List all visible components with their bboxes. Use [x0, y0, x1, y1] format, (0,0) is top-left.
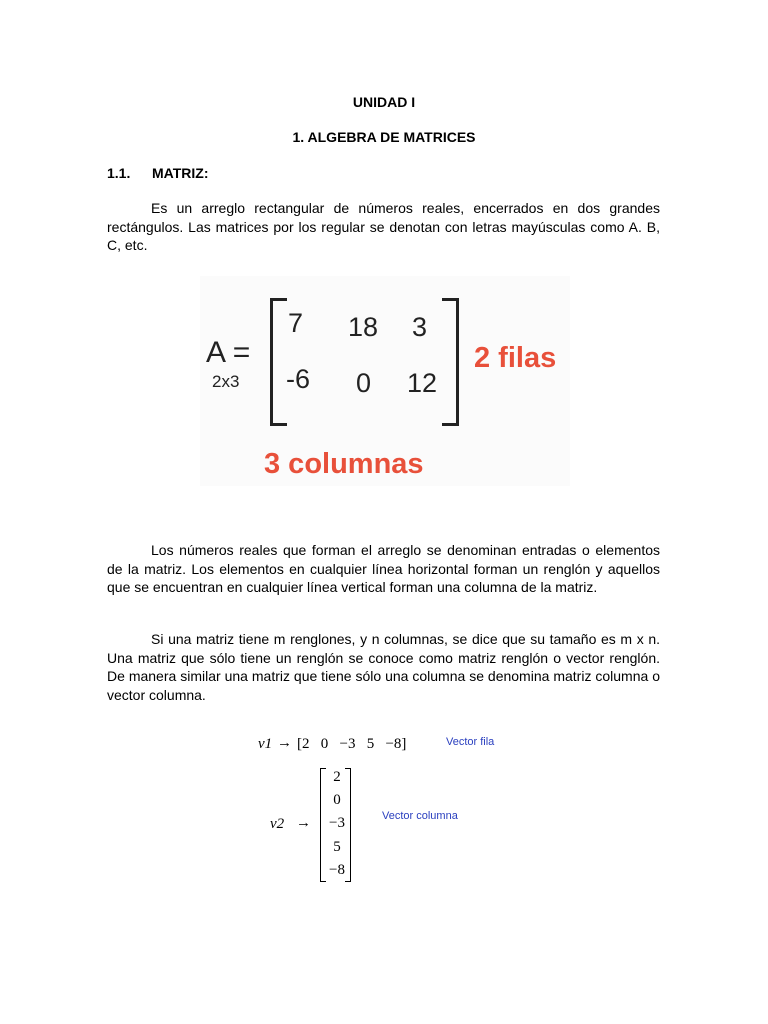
columns-label: 3 columnas [264, 448, 424, 480]
matrix-size: 2x3 [212, 372, 240, 391]
v2-arrow-icon: → [296, 815, 311, 831]
rows-label: 2 filas [474, 342, 557, 374]
v1-label: v1 [258, 736, 273, 752]
paragraph-definition: Es un arreglo rectangular de números reales, encerrados en dos grandes rectángulos. Las matrices por los regular se denotan con letras mayúsculas como A. B, C, etc. [107, 200, 660, 253]
matrix-left-bracket [270, 298, 287, 426]
matrix-cell: 0 [356, 368, 372, 398]
row-vector-note: Vector fila [446, 736, 495, 748]
v1-entries: [2 0 −3 5 −8] [297, 736, 407, 752]
matrix-cell: 7 [288, 308, 304, 338]
v2-entry: −8 [329, 862, 345, 878]
matrix-right-bracket [442, 298, 459, 426]
v2-label: v2 [270, 816, 285, 832]
paragraph-size: Si una matriz tiene m renglones, y n columnas, se dice que su tamaño es m x n. Una matriz que sólo tiene un renglón se conoce como matriz renglón o vector renglón. De manera similar una matriz que tiene sólo una columna se denomina matriz columna o vector columna. [107, 631, 660, 703]
v2-entry: 5 [333, 839, 341, 855]
matrix-cell: 18 [348, 312, 379, 342]
matrix-name: A = [206, 336, 251, 369]
matrix-cell: 12 [407, 368, 438, 398]
matrix-cell: -6 [286, 364, 311, 394]
section-title: MATRIZ: [152, 165, 209, 181]
chapter-title: 1. ALGEBRA DE MATRICES [292, 129, 476, 145]
v2-entry: 0 [333, 792, 341, 808]
matrix-figure [200, 276, 570, 486]
v2-entry: 2 [333, 769, 341, 785]
v2-entry: −3 [329, 815, 345, 831]
unit-title: UNIDAD I [352, 94, 416, 110]
matrix-cell: 3 [412, 312, 428, 342]
v1-arrow-icon: → [277, 735, 292, 751]
column-vector-note: Vector columna [382, 810, 458, 822]
paragraph-elements: Los números reales que forman el arreglo se denominan entradas o elementos de la matriz. Los elementos en cualquier línea horizontal forman un renglón y aquellos que se encuentran en cualquier línea vertical forman una columna de la matriz. [107, 542, 660, 595]
section-number: 1.1. [107, 165, 131, 181]
